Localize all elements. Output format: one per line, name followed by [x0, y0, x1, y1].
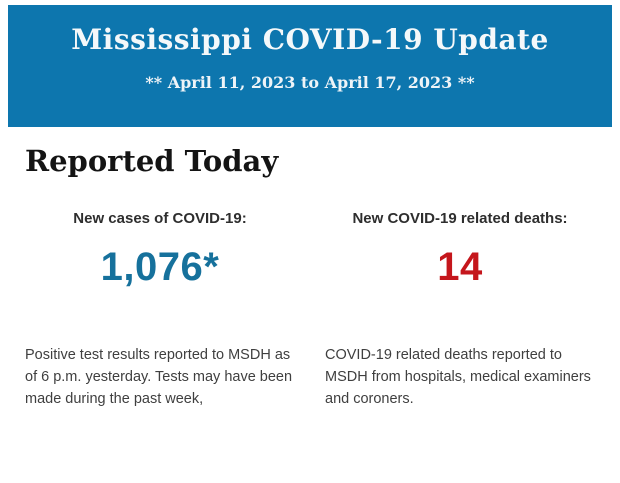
- cases-label: New cases of COVID-19:: [73, 210, 247, 227]
- date-range: ** April 11, 2023 to April 17, 2023 **: [145, 73, 475, 92]
- stat-column-deaths: [325, 210, 595, 410]
- page-title: Mississippi COVID-19 Update: [71, 23, 549, 56]
- stat-column-cases: [25, 210, 295, 410]
- covid-update-page: [0, 5, 620, 483]
- stats-row: [25, 210, 595, 410]
- main-content: [0, 142, 620, 410]
- cases-value: 1,076*: [100, 245, 220, 289]
- section-heading: Reported Today: [25, 144, 279, 178]
- deaths-value: 14: [437, 245, 483, 289]
- cases-description: Positive test results reported to MSDH as of 6 p.m. yesterday. Tests may have been made during the past week,: [25, 347, 293, 407]
- header-banner: [8, 5, 612, 127]
- deaths-label: New COVID-19 related deaths:: [352, 210, 568, 227]
- deaths-description: COVID-19 related deaths reported to MSDH from hospitals, medical examiners and coroners.: [325, 347, 591, 407]
